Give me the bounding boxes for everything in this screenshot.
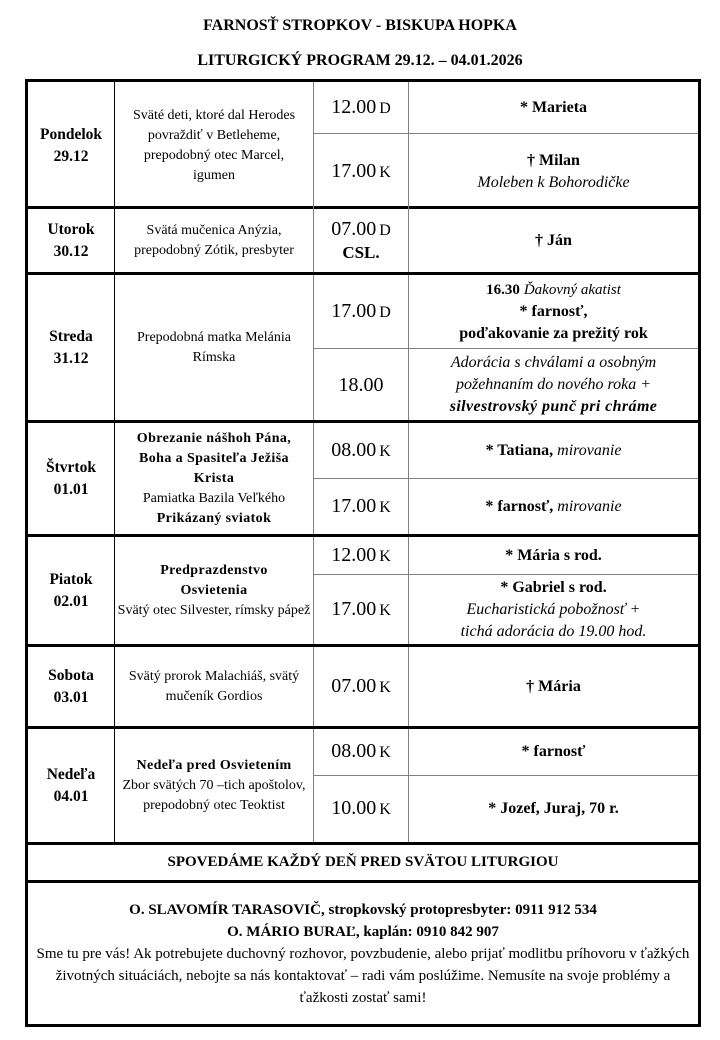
day-name: Streda xyxy=(49,327,93,345)
rite-code: K xyxy=(379,601,391,619)
day-date: 29.12 xyxy=(53,147,89,165)
feast-text: Svätý otec Silvester, rímsky pápež xyxy=(117,602,311,618)
service-time xyxy=(314,479,408,534)
feast-cell xyxy=(115,209,314,272)
rite-code: K xyxy=(379,678,391,696)
time-column xyxy=(314,423,409,534)
intention-note: mirovanie xyxy=(557,441,622,459)
day-cell xyxy=(28,729,115,842)
program-title: LITURGICKÝ PROGRAM 29.12. – 04.01.2026 xyxy=(197,52,523,69)
contact-priest-1: O. SLAVOMÍR TARASOVIČ, stropkovský protopresbyter: 0911 912 534 xyxy=(129,901,597,918)
service-time xyxy=(314,134,408,209)
day-cell xyxy=(28,647,115,726)
intention-text: * Jozef, Juraj, 70 r. xyxy=(488,800,619,817)
intention-column xyxy=(409,729,698,842)
day-name: Pondelok xyxy=(39,125,102,143)
service-intention xyxy=(409,537,698,575)
day-cell xyxy=(28,82,115,209)
feast-text: Pamiatka Bazila Veľkého xyxy=(142,490,286,506)
day-cell xyxy=(28,537,115,644)
intention-column xyxy=(409,209,698,272)
intention-text: * Mária s rod. xyxy=(505,546,602,564)
service-intention xyxy=(409,423,698,479)
feast-text: Svätý prorok Malachiáš, svätý mučeník Gordios xyxy=(128,668,300,704)
feast-cell xyxy=(115,729,314,842)
feast-cell xyxy=(115,537,314,644)
day-date: 01.01 xyxy=(53,480,89,498)
intention-text: * farnosť xyxy=(521,743,586,760)
service-time xyxy=(314,209,408,272)
feast-title: Nedeľa pred Osvietením xyxy=(136,757,292,773)
service-intention xyxy=(409,209,698,272)
service-time xyxy=(314,82,408,134)
parish-title: FARNOSŤ STROPKOV - BISKUPA HOPKA xyxy=(203,17,517,34)
intention-column xyxy=(409,537,698,644)
pre-label: Ďakovný akatist xyxy=(523,281,621,298)
intention-column xyxy=(409,82,698,209)
feast-cell xyxy=(115,423,314,534)
feast-cell xyxy=(115,647,314,726)
service-intention xyxy=(409,134,698,209)
time-value: 07.00 xyxy=(331,217,377,240)
day-row-thursday xyxy=(28,423,698,537)
day-row-friday xyxy=(28,537,698,647)
intention-column xyxy=(409,647,698,726)
service-intention xyxy=(409,349,698,420)
intention-text: poďakovanie za prežitý rok xyxy=(459,324,648,342)
service-intention xyxy=(409,647,698,726)
day-name: Piatok xyxy=(49,570,93,588)
time-value: 12.00 xyxy=(331,95,377,118)
service-time xyxy=(314,423,408,479)
time-value: 17.00 xyxy=(331,159,377,182)
intention-text: † Mária xyxy=(526,677,581,695)
intention-text: † Ján xyxy=(535,231,572,249)
intention-text: silvestrovský punč pri chráme xyxy=(449,397,658,415)
intention-column xyxy=(409,423,698,534)
day-date: 04.01 xyxy=(53,787,89,805)
feast-cell xyxy=(115,275,314,420)
rite-code: K xyxy=(379,801,391,818)
confession-notice: SPOVEDÁME KAŽDÝ DEŇ PRED SVÄTOU LITURGIOU xyxy=(28,845,698,883)
time-value: 10.00 xyxy=(331,797,377,819)
service-intention xyxy=(409,729,698,776)
time-value: 07.00 xyxy=(331,674,377,697)
pre-time: 16.30 xyxy=(486,281,520,298)
rite-code: D xyxy=(379,221,391,239)
feast-text: Zbor svätých 70 –tich apoštolov, prepodobný otec Teoktist xyxy=(122,777,306,813)
service-time xyxy=(314,275,408,349)
feast-note: Prikázaný sviatok xyxy=(156,510,272,526)
service-intention xyxy=(409,776,698,842)
rite-code: K xyxy=(379,498,391,516)
day-date: 31.12 xyxy=(53,349,89,367)
time-value: 12.00 xyxy=(331,543,377,566)
day-row-monday xyxy=(28,82,698,209)
time-note: CSL. xyxy=(342,242,380,262)
time-value: 17.00 xyxy=(331,597,377,620)
day-cell xyxy=(28,275,115,420)
contact-box xyxy=(28,883,698,1027)
time-column xyxy=(314,537,409,644)
intention-text: * Marieta xyxy=(519,98,588,116)
rite-code: D xyxy=(379,303,391,321)
time-column xyxy=(314,82,409,209)
feast-text: Prepodobná matka Melánia Rímska xyxy=(137,329,291,365)
day-name: Sobota xyxy=(48,666,94,684)
time-column xyxy=(314,275,409,420)
schedule-table xyxy=(25,79,701,1027)
day-row-saturday xyxy=(28,647,698,729)
service-time xyxy=(314,537,408,575)
intention-text: † Milan xyxy=(527,151,580,169)
feast-title: Obrezanie nášhoh Pána, Boha a Spasiteľa Ježiša Krista xyxy=(136,430,292,486)
time-value: 08.00 xyxy=(331,438,377,461)
day-date: 02.01 xyxy=(53,592,89,610)
day-cell xyxy=(28,209,115,272)
service-time xyxy=(314,729,408,776)
service-time xyxy=(314,349,408,420)
day-row-wednesday xyxy=(28,275,698,423)
intention-column xyxy=(409,275,698,420)
time-value: 08.00 xyxy=(331,740,377,762)
feast-text: Sväté deti, ktoré dal Herodes povraždiť v Betleheme, prepodobný otec Marcel, igumen xyxy=(132,107,296,183)
day-name: Štvrtok xyxy=(46,458,96,476)
rite-code: K xyxy=(379,547,391,565)
day-date: 03.01 xyxy=(53,688,89,706)
service-intention xyxy=(409,82,698,134)
time-value: 17.00 xyxy=(331,494,377,517)
time-value: 17.00 xyxy=(331,299,377,322)
service-time xyxy=(314,647,408,726)
intention-text: * Gabriel s rod. xyxy=(500,578,607,596)
intention-note: tichá adorácia do 19.00 hod. xyxy=(460,622,647,640)
feast-text: Svätá mučenica Anýzia, prepodobný Zótik, presbyter xyxy=(134,222,294,258)
service-intention xyxy=(409,575,698,644)
intention-text: * farnosť, xyxy=(519,302,588,320)
time-column xyxy=(314,209,409,272)
intention-text: * farnosť, xyxy=(485,497,554,515)
day-row-sunday xyxy=(28,729,698,845)
feast-title: Predprazdenstvo Osvietenia xyxy=(160,562,268,598)
time-column xyxy=(314,647,409,726)
intention-note: Eucharistická pobožnosť + xyxy=(466,600,641,618)
service-intention xyxy=(409,275,698,349)
contact-priest-2: O. MÁRIO BURAĽ, kaplán: 0910 842 907 xyxy=(227,923,499,940)
day-cell xyxy=(28,423,115,534)
rite-code: D xyxy=(379,99,391,117)
day-date: 30.12 xyxy=(53,242,89,260)
service-time xyxy=(314,575,408,644)
intention-text: * Tatiana, xyxy=(485,441,554,459)
time-column xyxy=(314,729,409,842)
intention-note: Moleben k Bohorodičke xyxy=(477,173,630,191)
rite-code: K xyxy=(379,163,391,181)
service-intention xyxy=(409,479,698,534)
intention-note: mirovanie xyxy=(557,497,622,515)
rite-code: K xyxy=(379,744,391,761)
day-name: Nedeľa xyxy=(46,765,96,783)
intention-note: Adorácia s chválami a osobným požehnaním do nového roka + xyxy=(450,353,657,393)
day-row-tuesday xyxy=(28,209,698,275)
time-value: 18.00 xyxy=(338,373,384,396)
contact-message: Sme tu pre vás! Ak potrebujete duchovný rozhovor, povzbudenie, alebo prijať modlitbu príhovoru v ťažkých životných situáciách, nebojte sa nás kontaktovať – radi vám poslúžime. Nemusíte na svoje problémy a ťažkosti zostať sami! xyxy=(36,945,690,1006)
rite-code: K xyxy=(379,442,391,460)
day-name: Utorok xyxy=(47,220,95,238)
service-time xyxy=(314,776,408,842)
pre-service-line xyxy=(486,279,621,301)
feast-cell xyxy=(115,82,314,209)
